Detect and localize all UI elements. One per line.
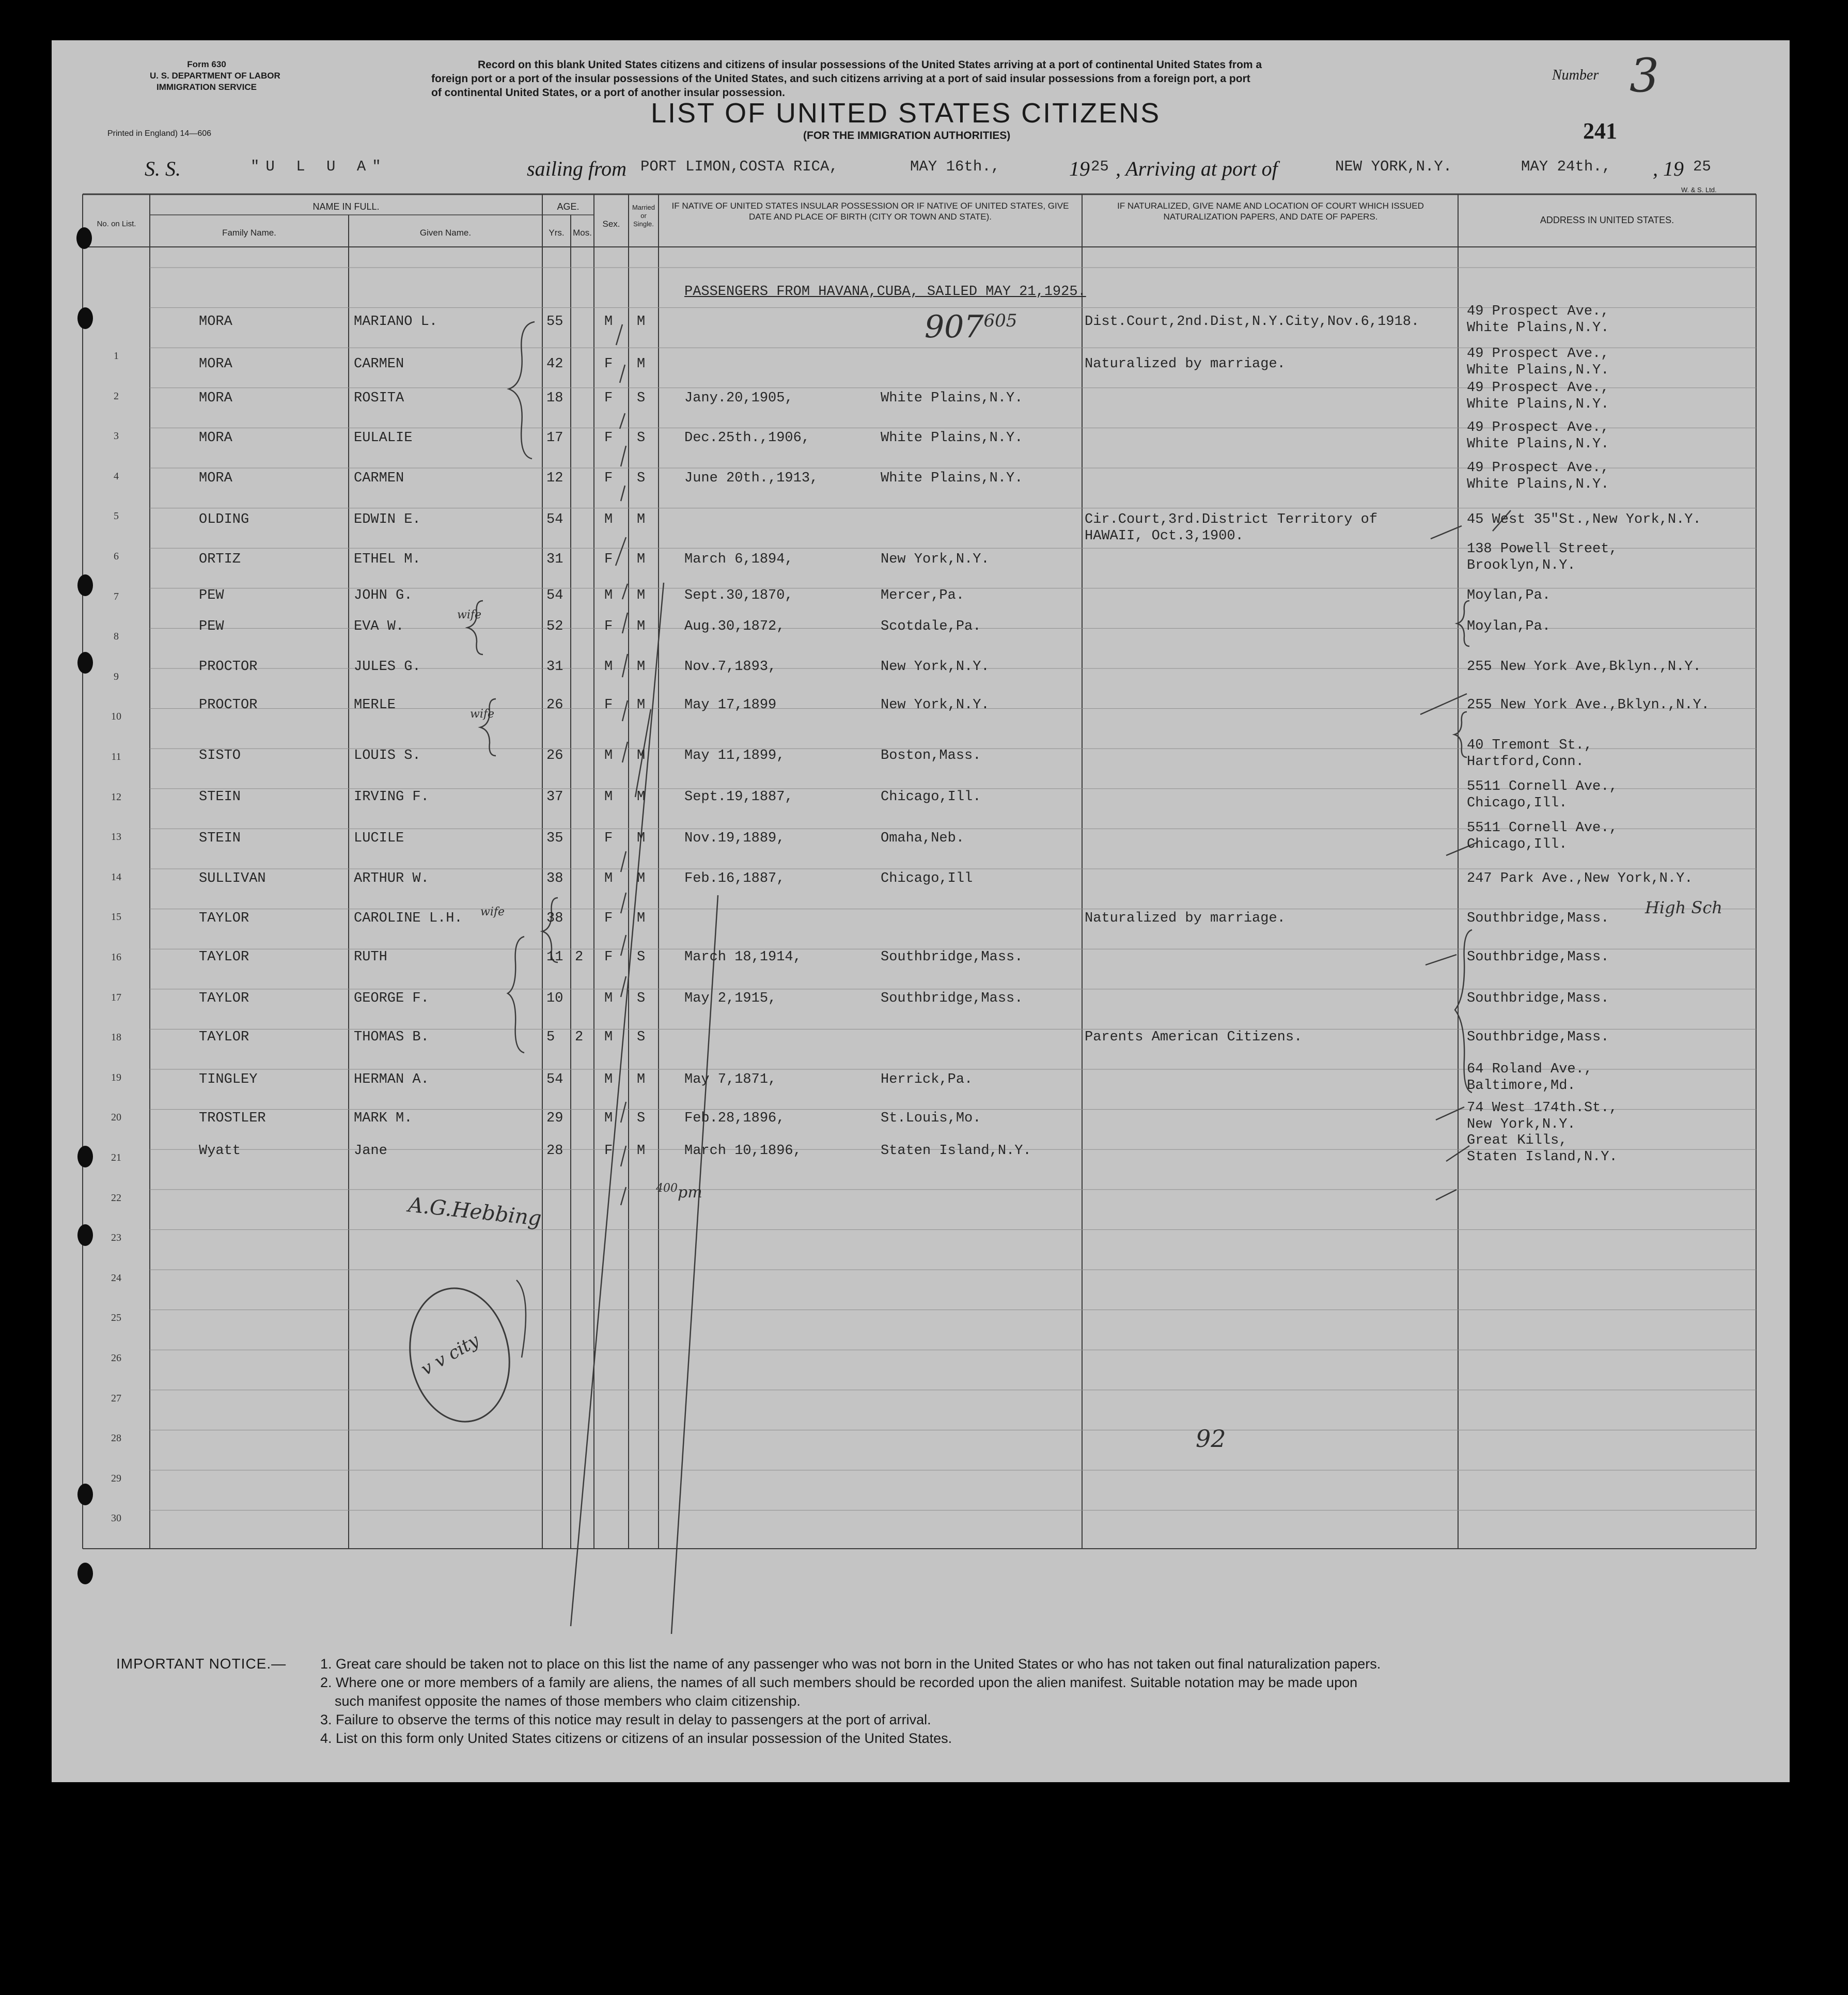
binder-hole xyxy=(77,307,93,329)
address-line2: Brooklyn,N.Y. xyxy=(1467,558,1576,573)
given-name: JULES G. xyxy=(354,659,421,675)
family-name: ORTIZ xyxy=(199,552,241,567)
age-years: 52 xyxy=(546,619,563,634)
birth-date: May 11,1899, xyxy=(684,748,785,763)
age-years: 26 xyxy=(546,748,563,763)
family-name: MORA xyxy=(199,430,232,446)
marital-status: M xyxy=(637,1143,646,1159)
col-naturalized: IF NATURALIZED, GIVE NAME AND LOCATION OF COURT WHICH ISSUED NATURALIZATION PAPERS, AND DATE OF PAPERS. xyxy=(1117,201,1424,222)
binder-hole xyxy=(77,652,93,674)
address-line1: 49 Prospect Ave., xyxy=(1467,460,1609,476)
birth-date: June 20th.,1913, xyxy=(684,471,819,486)
marital-status: M xyxy=(637,588,646,603)
row-number: 16 xyxy=(111,952,121,963)
printer-mark: W. & S. Ltd. xyxy=(1681,186,1717,194)
row-number: 13 xyxy=(111,831,121,843)
form-subtitle: (FOR THE IMMIGRATION AUTHORITIES) xyxy=(803,130,1011,142)
col-address: ADDRESS IN UNITED STATES. xyxy=(1540,215,1674,225)
address-line1: Southbridge,Mass. xyxy=(1467,949,1609,965)
age-years: 38 xyxy=(546,911,563,926)
address-line1: Southbridge,Mass. xyxy=(1467,991,1609,1006)
family-name: SISTO xyxy=(199,748,241,763)
marital-status: M xyxy=(637,789,646,805)
binder-hole xyxy=(77,1224,93,1246)
family-name: OLDING xyxy=(199,512,249,527)
birth-date: May 17,1899 xyxy=(684,697,777,713)
sex: F xyxy=(604,430,613,446)
birth-date: May 2,1915, xyxy=(684,991,777,1006)
age-years: 55 xyxy=(546,314,563,330)
address-line1: 49 Prospect Ave., xyxy=(1467,380,1609,396)
birth-date: Dec.25th.,1906, xyxy=(684,430,810,446)
notice-item: 2. Where one or more members of a family are aliens, the names of all such members should be recorded upon the alien manifest. Suitable notation may be made upon xyxy=(320,1675,1358,1690)
age-years: 37 xyxy=(546,789,563,805)
naturalization: Naturalized by marriage. xyxy=(1085,911,1286,926)
family-name: STEIN xyxy=(199,831,241,846)
given-name: THOMAS B. xyxy=(354,1030,429,1045)
binder-hole xyxy=(77,1563,93,1584)
family-name: PROCTOR xyxy=(199,697,258,713)
birth-place: White Plains,N.Y. xyxy=(881,471,1023,486)
binder-hole xyxy=(77,1146,93,1167)
family-name: PROCTOR xyxy=(199,659,258,675)
given-name: LOUIS S. xyxy=(354,748,421,763)
given-name: HERMAN A. xyxy=(354,1072,429,1087)
family-name: TAYLOR xyxy=(199,949,249,965)
marital-status: S xyxy=(637,1030,646,1045)
row-number: 26 xyxy=(111,1352,121,1364)
given-name: EULALIE xyxy=(354,430,413,446)
marital-status: M xyxy=(637,356,646,372)
address-line2: Staten Island,N.Y. xyxy=(1467,1149,1618,1165)
wife-note-2: wife xyxy=(470,708,495,721)
age-years: 17 xyxy=(546,430,563,446)
age-years: 35 xyxy=(546,831,563,846)
col-married-single: Married or Single. xyxy=(632,204,655,228)
address-line1: Moylan,Pa. xyxy=(1467,619,1551,634)
note-400 xyxy=(656,1182,702,1202)
sex: M xyxy=(604,314,613,330)
sex: M xyxy=(604,1072,613,1087)
marital-status: M xyxy=(637,831,646,846)
sex: F xyxy=(604,391,613,406)
row-number: 23 xyxy=(111,1232,121,1244)
address-line1: 74 West 174th.St., xyxy=(1467,1100,1618,1116)
row-number: 2 xyxy=(114,390,119,402)
number-value: 3 xyxy=(1630,49,1659,103)
address-line1: Southbridge,Mass. xyxy=(1467,1030,1609,1045)
wife-note-3: wife xyxy=(480,906,505,918)
row-number: 4 xyxy=(114,470,119,482)
form-number: Form 630 xyxy=(187,59,226,69)
address-line1: 255 New York Ave.,Bklyn.,N.Y. xyxy=(1467,697,1710,713)
row-number: 25 xyxy=(111,1312,121,1324)
year-prefix-1: 19 xyxy=(1069,157,1090,180)
address-line1: Moylan,Pa. xyxy=(1467,588,1551,603)
birth-place: Southbridge,Mass. xyxy=(881,991,1023,1006)
year-2: 25 xyxy=(1693,158,1711,175)
sex: F xyxy=(604,697,613,713)
given-name: MARK M. xyxy=(354,1111,413,1126)
address-line2: New York,N.Y. xyxy=(1467,1117,1576,1132)
family-name: SULLIVAN xyxy=(199,871,266,886)
given-name: CARMEN xyxy=(354,356,404,372)
family-name: TROSTLER xyxy=(199,1111,266,1126)
row-number: 6 xyxy=(114,551,119,562)
birth-place: Chicago,Ill xyxy=(881,871,973,886)
given-name: EVA W. xyxy=(354,619,404,634)
note-400-suffix: pm xyxy=(678,1183,702,1202)
birth-date: Nov.7,1893, xyxy=(684,659,777,675)
row-number: 8 xyxy=(114,631,119,643)
birth-place: St.Louis,Mo. xyxy=(881,1111,981,1126)
birth-date: Feb.16,1887, xyxy=(684,871,785,886)
handwritten-number xyxy=(925,309,1017,345)
sex: F xyxy=(604,949,613,965)
sex: F xyxy=(604,1143,613,1159)
given-name: CAROLINE L.H. xyxy=(354,911,463,926)
row-number: 19 xyxy=(111,1071,121,1083)
notice-items xyxy=(320,1655,1381,1748)
col-given-name: Given Name. xyxy=(419,228,472,238)
birth-place: Herrick,Pa. xyxy=(881,1072,973,1087)
birth-place: Chicago,Ill. xyxy=(881,789,981,805)
age-years: 29 xyxy=(546,1111,563,1126)
family-name: TAYLOR xyxy=(199,1030,249,1045)
marital-status: S xyxy=(637,471,646,486)
birth-place: New York,N.Y. xyxy=(881,697,990,713)
given-name: JOHN G. xyxy=(354,588,413,603)
age-years: 28 xyxy=(546,1143,563,1159)
sailing-from: PORT LIMON,COSTA RICA, xyxy=(640,158,838,175)
sex: F xyxy=(604,471,613,486)
col-sex: Sex. xyxy=(602,219,620,229)
marital-status: S xyxy=(637,1111,646,1126)
notice-item: such manifest opposite the names of those members who claim citizenship. xyxy=(335,1693,801,1709)
page-mark: 92 xyxy=(1196,1425,1226,1453)
marital-status: S xyxy=(637,430,646,446)
marital-status: M xyxy=(637,1072,646,1087)
age-years: 42 xyxy=(546,356,563,372)
address-line2: Chicago,Ill. xyxy=(1467,796,1568,811)
family-name: TAYLOR xyxy=(199,991,249,1006)
circle-note: v v city xyxy=(417,1330,483,1380)
family-name: MORA xyxy=(199,391,232,406)
row-number: 17 xyxy=(111,991,121,1003)
sex: M xyxy=(604,991,613,1006)
address-line1: Great Kills, xyxy=(1467,1133,1568,1148)
notice-label: IMPORTANT NOTICE.— xyxy=(116,1656,287,1672)
given-name: MERLE xyxy=(354,697,396,713)
family-name: PEW xyxy=(199,588,224,603)
instruction-line: foreign port or a port of the insular possessions of the United States, and such citizens arriving at a port of said insular possessions from a foreign port, a port xyxy=(431,73,1250,85)
sex: M xyxy=(604,748,613,763)
birth-place: Boston,Mass. xyxy=(881,748,981,763)
age-years: 10 xyxy=(546,991,563,1006)
sex: F xyxy=(604,619,613,634)
birth-date: May 7,1871, xyxy=(684,1072,777,1087)
naturalization: Parents American Citizens. xyxy=(1085,1030,1303,1045)
handwritten-number-main: 907 xyxy=(925,309,984,345)
row-number: 27 xyxy=(111,1392,121,1404)
birth-date: Jany.20,1905, xyxy=(684,391,793,406)
sex: M xyxy=(604,1030,613,1045)
address-line1: 247 Park Ave.,New York,N.Y. xyxy=(1467,871,1693,886)
address-line1: 49 Prospect Ave., xyxy=(1467,304,1609,319)
binder-hole xyxy=(77,574,93,596)
row-number: 10 xyxy=(111,711,121,723)
col-yrs: Yrs. xyxy=(549,228,565,238)
instruction-line: of continental United States, or a port of another insular possession. xyxy=(431,87,785,99)
address-line1: 255 New York Ave,Bklyn.,N.Y. xyxy=(1467,659,1701,675)
birth-date: March 6,1894, xyxy=(684,552,793,567)
arriving-label: , Arriving at port of xyxy=(1116,157,1278,180)
age-years: 31 xyxy=(546,552,563,567)
col-no: No. on List. xyxy=(97,220,136,228)
binder-hole xyxy=(76,227,92,249)
marital-status: M xyxy=(637,659,646,675)
col-family-name: Family Name. xyxy=(222,228,276,238)
age-years: 26 xyxy=(546,697,563,713)
row-number: 5 xyxy=(114,510,119,522)
birth-date: Sept.30,1870, xyxy=(684,588,793,603)
address-line2: White Plains,N.Y. xyxy=(1467,477,1609,492)
ship-name: "U L U A" xyxy=(250,158,387,175)
manifest-sheet xyxy=(52,40,1790,1782)
row-number: 28 xyxy=(111,1432,121,1444)
birth-place: New York,N.Y. xyxy=(881,659,990,675)
sex: M xyxy=(604,1111,613,1126)
marital-status: S xyxy=(637,991,646,1006)
given-name: EDWIN E. xyxy=(354,512,421,527)
naturalization: Naturalized by marriage. xyxy=(1085,356,1286,372)
page-number: 241 xyxy=(1583,118,1617,144)
birth-date: March 18,1914, xyxy=(684,949,802,965)
address-line1: 49 Prospect Ave., xyxy=(1467,420,1609,435)
address-line2: White Plains,N.Y. xyxy=(1467,397,1609,412)
birth-place: Mercer,Pa. xyxy=(881,588,965,603)
address-line2: White Plains,N.Y. xyxy=(1467,437,1609,452)
sex: F xyxy=(604,911,613,926)
marital-status: M xyxy=(637,911,646,926)
row-number: 12 xyxy=(111,791,121,803)
marital-status: M xyxy=(637,552,646,567)
sex: M xyxy=(604,789,613,805)
family-name: TAYLOR xyxy=(199,911,249,926)
col-mos: Mos. xyxy=(573,228,592,238)
row-number: 3 xyxy=(114,430,119,442)
age-years: 5 xyxy=(546,1030,555,1045)
age-years: 31 xyxy=(546,659,563,675)
age-years: 12 xyxy=(546,471,563,486)
year-1: 25 xyxy=(1091,158,1109,175)
wife-note-1: wife xyxy=(457,609,482,621)
marital-status: S xyxy=(637,949,646,965)
marital-status: M xyxy=(637,619,646,634)
naturalization: Cir.Court,3rd.District Territory of xyxy=(1085,512,1378,527)
row-number: 11 xyxy=(111,751,121,762)
birth-date: Sept.19,1887, xyxy=(684,789,793,805)
address-line2: Chicago,Ill. xyxy=(1467,837,1568,852)
marital-status: M xyxy=(637,871,646,886)
birth-date: Nov.19,1889, xyxy=(684,831,785,846)
col-name-in-full: NAME IN FULL. xyxy=(312,201,380,212)
age-years: 11 xyxy=(546,949,563,965)
birth-place: Southbridge,Mass. xyxy=(881,949,1023,965)
address-line1: Southbridge,Mass. xyxy=(1467,911,1609,926)
marital-status: S xyxy=(637,391,646,406)
given-name: RUTH xyxy=(354,949,387,965)
given-name: LUCILE xyxy=(354,831,404,846)
printed-in: Printed in England) 14—606 xyxy=(107,129,212,138)
row-number: 18 xyxy=(111,1032,121,1043)
col-birth: IF NATIVE OF UNITED STATES INSULAR POSSESSION OR IF NATIVE OF UNITED STATES, GIVE DATE AND PLACE OF BIRTH (CITY OR TOWN AND STATE). xyxy=(671,201,1069,222)
ss-label: S. S. xyxy=(145,157,181,180)
address-line1: 49 Prospect Ave., xyxy=(1467,346,1609,362)
form-title: LIST OF UNITED STATES CITIZENS xyxy=(651,98,1161,129)
given-name: ARTHUR W. xyxy=(354,871,429,886)
address-line1: 5511 Cornell Ave., xyxy=(1467,779,1618,794)
marital-status: M xyxy=(637,697,646,713)
arriving-port: NEW YORK,N.Y. xyxy=(1335,158,1452,175)
age-months: 2 xyxy=(575,949,584,965)
birth-place: Omaha,Neb. xyxy=(881,831,965,846)
naturalization: Dist.Court,2nd.Dist,N.Y.City,Nov.6,1918. xyxy=(1085,314,1420,330)
birth-place: Staten Island,N.Y. xyxy=(881,1143,1031,1159)
number-label: Number xyxy=(1552,67,1599,83)
binder-hole xyxy=(77,1484,93,1505)
row-number: 1 xyxy=(114,350,119,362)
row-number: 7 xyxy=(114,590,119,602)
given-name: ETHEL M. xyxy=(354,552,421,567)
given-name: Jane xyxy=(354,1143,387,1159)
sailing-label: sailing from xyxy=(527,157,627,180)
service: IMMIGRATION SERVICE xyxy=(156,82,257,92)
birth-date: Aug.30,1872, xyxy=(684,619,785,634)
row-number: 14 xyxy=(111,871,121,883)
family-name: STEIN xyxy=(199,789,241,805)
row-number: 9 xyxy=(114,671,119,682)
department: U. S. DEPARTMENT OF LABOR xyxy=(150,71,280,81)
instruction-line: Record on this blank United States citizens and citizens of insular possessions of the United States arriving at a port of continental United States from a xyxy=(478,59,1262,71)
age-years: 54 xyxy=(546,1072,563,1087)
address-line1: 138 Powell Street, xyxy=(1467,541,1618,557)
sex: F xyxy=(604,552,613,567)
address-line2: Baltimore,Md. xyxy=(1467,1078,1576,1094)
given-name: ROSITA xyxy=(354,391,404,406)
family-name: MORA xyxy=(199,314,232,330)
family-name: MORA xyxy=(199,356,232,372)
high-school-note: High Sch xyxy=(1645,898,1722,917)
address-line1: 45 West 35"St.,New York,N.Y. xyxy=(1467,512,1701,527)
age-years: 38 xyxy=(546,871,563,886)
notice-item: 4. List on this form only United States citizens or citizens of an insular possession of the United States. xyxy=(320,1731,952,1746)
birth-date: March 10,1896, xyxy=(684,1143,802,1159)
given-name: GEORGE F. xyxy=(354,991,429,1006)
address-line1: 5511 Cornell Ave., xyxy=(1467,820,1618,836)
row-number: 15 xyxy=(111,911,121,923)
address-line2: Hartford,Conn. xyxy=(1467,754,1584,770)
arriving-date: MAY 24th., xyxy=(1521,158,1611,175)
family-name: TINGLEY xyxy=(199,1072,258,1087)
age-years: 54 xyxy=(546,588,563,603)
naturalization-line2: HAWAII, Oct.3,1900. xyxy=(1085,528,1244,544)
marital-status: M xyxy=(637,512,646,527)
section-note: PASSENGERS FROM HAVANA,CUBA, SAILED MAY 21,1925. xyxy=(684,284,1086,300)
birth-date: Feb.28,1896, xyxy=(684,1111,785,1126)
year-prefix-2: , 19 xyxy=(1653,157,1684,180)
row-number: 24 xyxy=(111,1272,121,1284)
address-line2: White Plains,N.Y. xyxy=(1467,363,1609,378)
address-line1: 40 Tremont St., xyxy=(1467,738,1593,753)
handwritten-number-sup: 605 xyxy=(983,310,1017,331)
address-line1: 64 Roland Ave., xyxy=(1467,1062,1593,1077)
address-line2: White Plains,N.Y. xyxy=(1467,320,1609,336)
family-name: MORA xyxy=(199,471,232,486)
row-number: 29 xyxy=(111,1472,121,1484)
sex: F xyxy=(604,356,613,372)
sex: M xyxy=(604,588,613,603)
birth-place: White Plains,N.Y. xyxy=(881,391,1023,406)
family-name: Wyatt xyxy=(199,1143,241,1159)
age-years: 18 xyxy=(546,391,563,406)
notice-item: 1. Great care should be taken not to place on this list the name of any passenger who was not born in the United States or who has not taken out final naturalization papers. xyxy=(320,1656,1381,1672)
row-number: 30 xyxy=(111,1513,121,1524)
sailing-date: MAY 16th., xyxy=(910,158,1000,175)
sex: F xyxy=(604,831,613,846)
given-name: CARMEN xyxy=(354,471,404,486)
given-name: IRVING F. xyxy=(354,789,429,805)
family-name: PEW xyxy=(199,619,224,634)
row-number: 20 xyxy=(111,1112,121,1124)
given-name: MARIANO L. xyxy=(354,314,438,330)
col-age: AGE. xyxy=(557,201,580,212)
row-number: 21 xyxy=(111,1152,121,1163)
notice-item: 3. Failure to observe the terms of this notice may result in delay to passengers at the port of arrival. xyxy=(320,1712,931,1727)
signature: A.G.Hebbing xyxy=(407,1193,543,1231)
marital-status: M xyxy=(637,748,646,763)
birth-place: Scotdale,Pa. xyxy=(881,619,981,634)
important-notice xyxy=(116,1655,286,1673)
age-years: 54 xyxy=(546,512,563,527)
birth-place: New York,N.Y. xyxy=(881,552,990,567)
age-months: 2 xyxy=(575,1030,584,1045)
birth-place: White Plains,N.Y. xyxy=(881,430,1023,446)
note-400-value: 400 xyxy=(656,1182,678,1195)
sex: M xyxy=(604,512,613,527)
marital-status: M xyxy=(637,314,646,330)
row-number: 22 xyxy=(111,1192,121,1204)
sex: M xyxy=(604,871,613,886)
sex: M xyxy=(604,659,613,675)
